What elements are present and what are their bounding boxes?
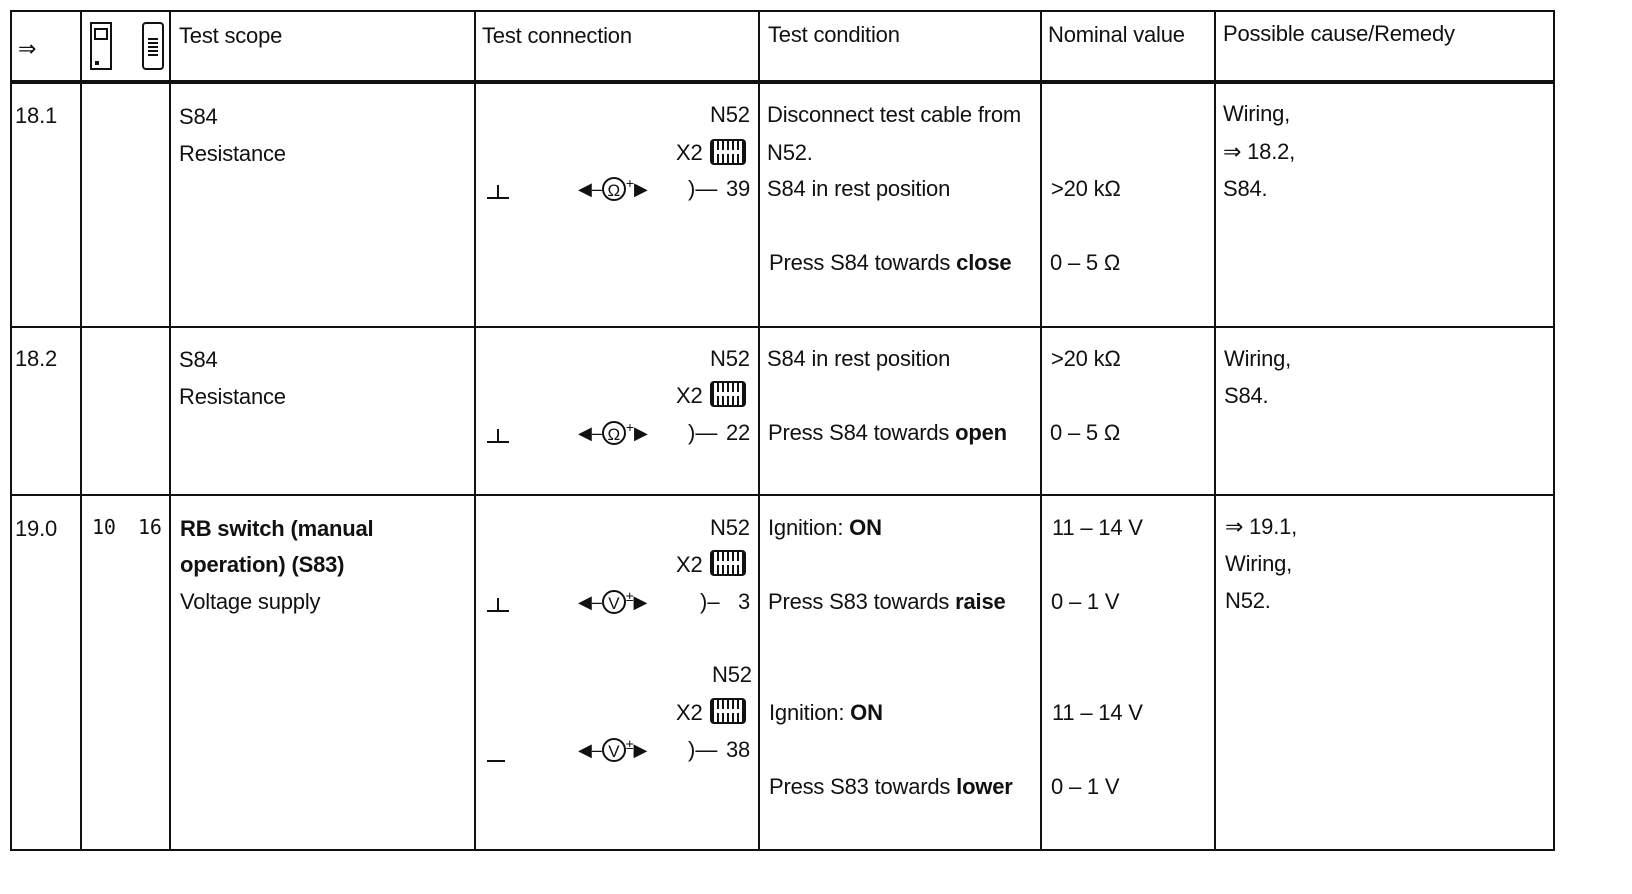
voltmeter-icon: ◀– V ±▶ [578, 588, 648, 613]
step-number: 18.2 [15, 346, 58, 371]
header-arrow: ⇒ [18, 36, 37, 61]
nominal-line4: 0 – 1 V [1051, 774, 1120, 799]
condition-line2: Press S83 towards raise [768, 589, 1006, 614]
pin-icon: )– [700, 589, 720, 614]
col-line-7 [1553, 10, 1555, 851]
test-scope-line1: RB switch (manual [180, 516, 374, 541]
row-divider-2 [10, 494, 1555, 496]
header-nominal-value: Nominal value [1048, 22, 1185, 47]
connection-plug: X2 [676, 140, 703, 165]
connection-pin-b: 38 [726, 737, 751, 762]
cause-line1: Wiring, [1223, 101, 1291, 126]
col-line-4 [758, 10, 760, 851]
condition-line3: Press S84 towards close [769, 250, 1012, 275]
row-divider-1 [10, 326, 1555, 328]
nominal-line2: >20 kΩ [1051, 176, 1121, 201]
cause-line1: Wiring, [1224, 346, 1292, 371]
table-top-border [10, 10, 1555, 12]
cause-line2: Wiring, [1225, 551, 1293, 576]
header-test-condition: Test condition [768, 22, 900, 47]
connection-pin: 39 [726, 176, 751, 201]
connection-plug: X2 [676, 383, 703, 408]
cause-line2: S84. [1224, 383, 1269, 408]
pin-icon: )— [688, 176, 718, 201]
header-test-connection: Test connection [482, 23, 632, 48]
cause-line3: S84. [1223, 176, 1268, 201]
step-number: 18.1 [15, 103, 58, 128]
connection-plug-a: X2 [676, 552, 703, 577]
pin-icon: )— [688, 737, 718, 762]
connection-module: N52 [710, 346, 750, 371]
ground-stub-icon [487, 760, 505, 762]
ohmmeter-icon: ◀– Ω +▶ [578, 175, 648, 200]
header-test-scope: Test scope [179, 23, 283, 48]
nominal-line3: 0 – 5 Ω [1050, 250, 1121, 275]
ground-icon [487, 441, 509, 443]
connection-pin: 22 [726, 420, 751, 445]
col-line-3 [474, 10, 476, 851]
condition-line2: Press S84 towards open [768, 420, 1007, 445]
ohmmeter-icon: ◀– Ω +▶ [578, 419, 648, 444]
condition-line1: Ignition: ON [768, 515, 882, 540]
connection-module-a: N52 [710, 515, 750, 540]
col-line-2 [169, 10, 171, 851]
connector-icon [710, 139, 746, 165]
condition-line4: Press S83 towards lower [769, 774, 1013, 799]
reference-code-1: 10 [92, 515, 116, 539]
table-bottom-border [10, 849, 1555, 851]
cause-line1: ⇒ 19.1, [1225, 514, 1298, 539]
connection-module-b: N52 [712, 662, 752, 687]
multimeter-icon [90, 22, 112, 70]
connection-plug-b: X2 [676, 700, 703, 725]
cause-line2: ⇒ 18.2, [1223, 139, 1296, 164]
voltmeter-icon: ◀– V ±▶ [578, 736, 648, 761]
ground-icon [487, 610, 509, 612]
cause-line3: N52. [1225, 588, 1271, 613]
connector-icon [710, 698, 746, 724]
pin-icon: )— [688, 420, 718, 445]
condition-line1b: N52. [767, 140, 813, 165]
test-scope-line2: Resistance [179, 384, 286, 409]
test-scope-line1: S84 [179, 104, 218, 129]
test-scope-line1: S84 [179, 347, 218, 372]
nominal-line2: 0 – 1 V [1051, 589, 1120, 614]
step-number: 19.0 [15, 516, 58, 541]
header-possible-cause: Possible cause/Remedy [1223, 21, 1455, 46]
col-line-0 [10, 10, 12, 851]
nominal-line2: 0 – 5 Ω [1050, 420, 1121, 445]
connection-module: N52 [710, 102, 750, 127]
connector-icon [710, 550, 746, 576]
col-line-6 [1214, 10, 1216, 851]
condition-line1: S84 in rest position [767, 346, 951, 371]
tester-icon [142, 22, 164, 70]
nominal-line1: >20 kΩ [1051, 346, 1121, 371]
condition-line2: S84 in rest position [767, 176, 951, 201]
connection-pin-a: 3 [738, 589, 751, 614]
test-scope-line2: Resistance [179, 141, 286, 166]
ground-icon [487, 197, 509, 199]
nominal-line3: 11 – 14 V [1052, 700, 1143, 725]
col-line-5 [1040, 10, 1042, 851]
condition-line1: Disconnect test cable from [767, 102, 1022, 127]
reference-code-2: 16 [138, 515, 162, 539]
nominal-line1: 11 – 14 V [1052, 515, 1143, 540]
test-scope-line3: Voltage supply [180, 589, 321, 614]
connector-icon [710, 381, 746, 407]
header-bottom-border [10, 80, 1555, 84]
test-scope-line2: operation) (S83) [180, 552, 345, 577]
condition-line3: Ignition: ON [769, 700, 883, 725]
col-line-1 [80, 10, 82, 851]
